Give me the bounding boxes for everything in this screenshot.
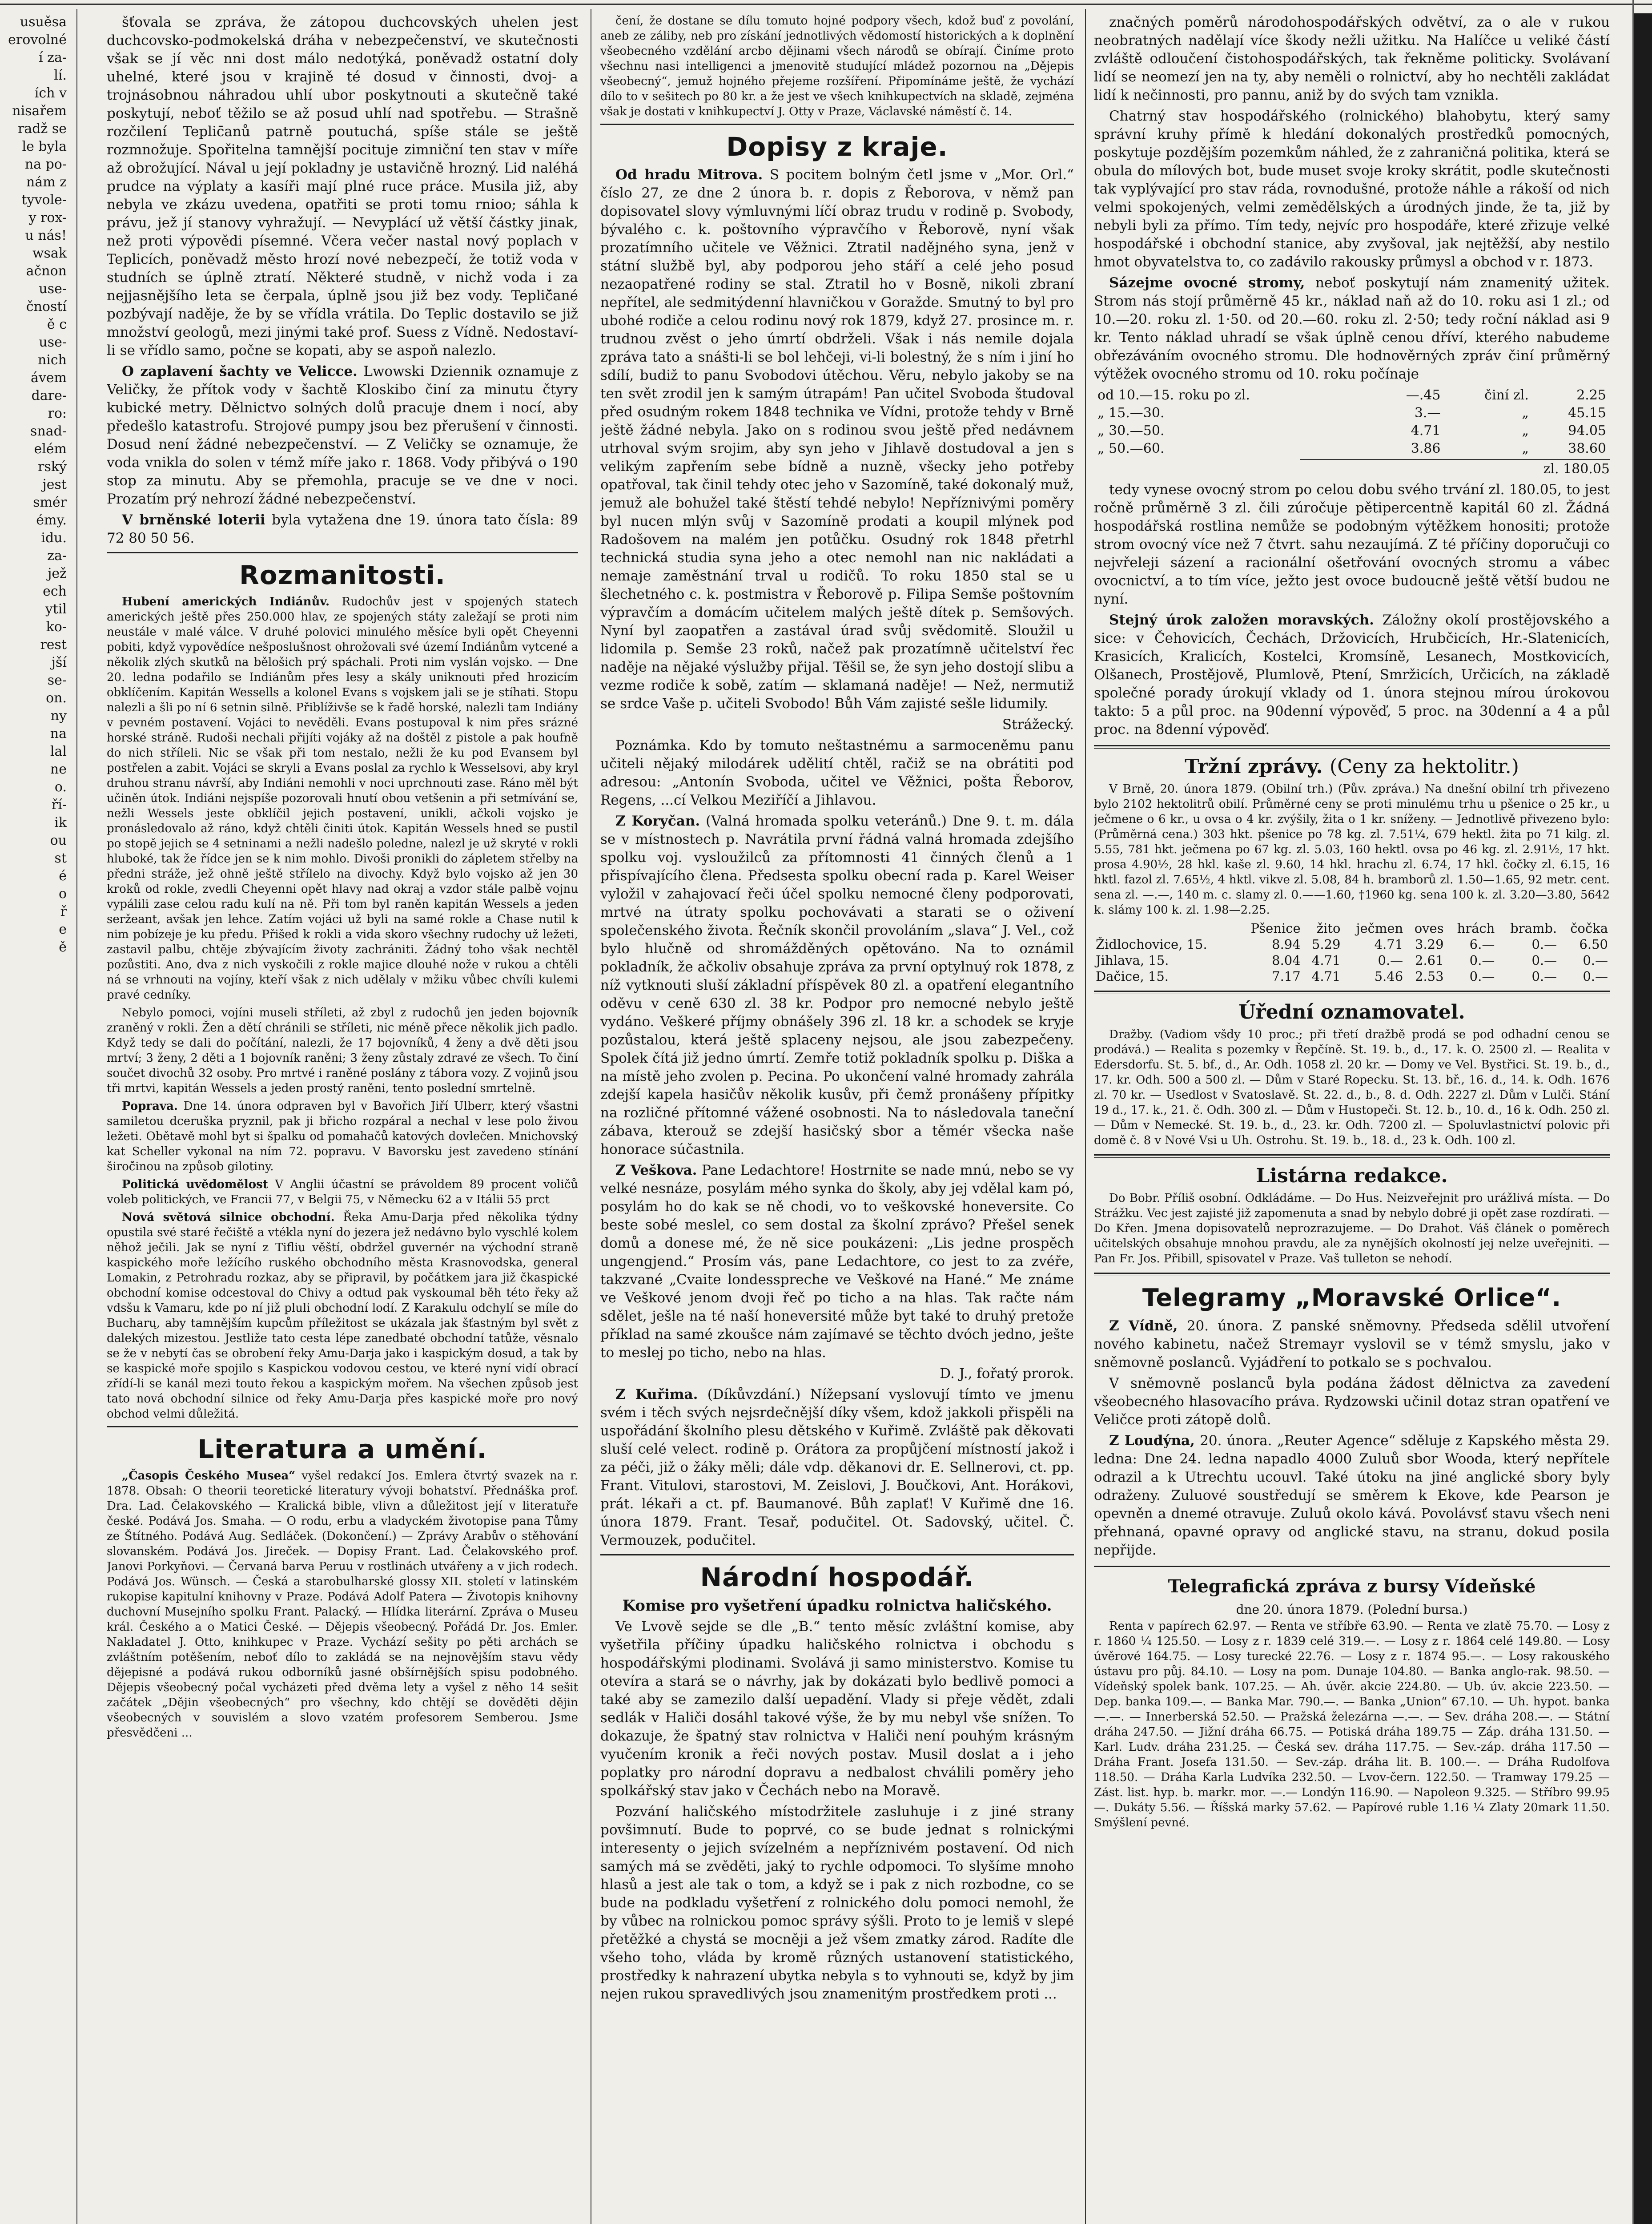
left-edge-fragment: use- [39,334,67,350]
left-edge-fragment: ro: [48,406,67,421]
section-heading-dopisy: Dopisy z kraje. [726,132,948,162]
burza-subtitle: dne 20. února 1879. (Polední bursa.) [1236,1602,1468,1617]
article-paragraph: Renta v papírech 62.97. — Renta ve stříbře 63.90. — Renta ve zlatě 75.70. — Losy z r. 1860 ¼ 125.50. — Losy z r. 1839 celé 319.—. — Losy z r. 1864 celé 149.80. — Losy úvěrové 164.75. — Losy turecké 22.76. — Losy z r. 1874 95.—. — Losy rakouského ústavu pro půj. 84.10. — Losy na pom. Dunaje 104.80. — Banka anglo-rak. 98.50. — Vídeňský spolek bank. 107.25. — Ah. úvěr. akcie 224.80. — Ub. úv. akcie 223.50. — Dep. banka 109.—. — Banka Mar. 790.—. — Banka „Union“ 67.10. — Uh. hypot. banka —.—. — Innerberská 52.50. — Pražská železárna —.—. — Sev. dráha 208.—. — Státní dráha 247.50. — Jižní dráha 66.75. — Potiská dráha 189.75 — Záp. dráha 131.50. — Karl. Ludv. dráha 231.25. — Česká sev. dráha 117.75. — Sev.-záp. dráha 117.50 — Dráha Frant. Josefa 131.50. — Sev.-záp. dráha lit. B. 100.—. — Dráha Rudolfova 118.50. — Dráha Karla Ludvíka 232.50. — Lvov-čern. 122.50. — Tramway 179.25 — Zást. list. hyp. b. markr. mor. —.— Londýn 116.90. — Napoleon 9.325. — Stříbro 99.95 —. Dukáty 5.56. — Říšská marky 57.62. — Papírové ruble 1.16 ¼ Zlaty 20mark 11.50. Smýšlení pevné. [1094,1620,1610,1829]
table-cell: „ [1522,405,1529,421]
article-text: Lwowski Dziennik oznamuje z Veličky, že přítok vody v šachtě Kloskibo činí za minutu čtyry kubické metry. Dělnictvo solných dolů pracuje dnem i nocí, aby předešlo katastrofu. Strojové pumpy jsou bez přerušení v činnosti. Dosud není žádné nebezpečenství. — Z Veličky se oznamuje, že voda vnikla do solen v témž míře jako r. 1868. Vody přibývá o 190 stop za minutu. Aby se přemohla, pracuje se ve dne v noci. Prozatím prý nehrozí žádné nebezpečenství. [107,363,578,507]
left-edge-fragment: tyvole- [21,192,67,208]
left-edge-fragment: ě c [47,317,67,332]
table-cell: 2.25 [1576,387,1606,403]
article-paragraph [107,594,578,1003]
article-text: (Díkůvzdání.) Nížepsaní vyslovují tímto ve jmenu svém i těch svých nejsrdečnější díky všem, kdož jakkoli přispěli na uspořádání školního plesu dětského v Kuřimě. Zvláště pak děkovati sluší celé velect. rodině p. Orátora za propůjčení místností jakož i za péči, již o žáky měli; dále vdp. děkanovi dr. E. Sellnerovi, ct. pp. Frant. Vitulovi, starostovi, M. Zeislovi, J. Boučkovi, Ant. Horákovi, prát. lékaři a ct. pf. Baumanové. Bůh zaplať! V Kuřimě dne 16. února 1879. Frant. Tesař, podučitel. Ot. Sadovský, učitel. Č. Vermouzek, podučitel. [600,1386,1074,1548]
left-edge-fragment: le byla [22,139,67,154]
table-cell: 5.46 [1374,969,1403,984]
article-text: byla vytažena dne 19. února tato čísla: 89 72 80 50 56. [107,512,578,546]
table-cell: 3.— [1414,405,1441,421]
left-edge-fragment: rský [38,459,67,475]
article-paragraph: Do Bobr. Příliš osobní. Odkládáme. — Do Hus. Neizveřejnit pro urážlivá místa. — Do Strážku. Vec jest zajisté již zapomenuta a snad by nebylo dobré ji opět zase rozdírati. — Do Křen. Jmena dopisovatelů neprozrazujeme. — Do Drahot. Váš článek o poměrech učitelských obsahuje mnohou pravdu, ale za nynějších okolností jej nelze uveřejniti. — Pan Fr. Jos. Přibill, spisovatel v Praze. Vaš tulleton se nehodí. [1094,1192,1610,1265]
inline-heading: Hubení amerických Indiánův. [122,595,330,608]
left-edge-fragment: jež [48,566,67,581]
table-header-cell: Pšenice [1250,921,1301,936]
left-edge-fragment: wsak [32,246,67,261]
article-paragraph: čení, že dostane se dílu tomuto hojné podpory všech, kdož buď z povolání, aneb ze záliby, neb pro získání jednotlivých vědomostí historických a k doplnění všeobecného vzdělání arcbo dějinami všech národů se obírají. Činíme proto všechnu nasi intelligenci a jmenovitě studující mládež pozornou na „Dějepis všeobecný“, jemuž hojného přejeme rozšíření. Připomínáme ještě, že vychází dílo to v sešitech po 80 kr. a že jest ve všech knihkupectvích na skladě, zejména však je dostati v knihkupectví J. Otty v Praze, Václavské náměstí č. 14. [600,14,1074,118]
table-cell: 6.— [1469,937,1495,952]
section-heading-burza: Telegrafická zpráva z bursy Vídeňské [1168,1576,1536,1597]
inline-heading: Stejný úrok založen moravských. [1109,612,1374,628]
left-edge-fragment: rest [40,637,67,653]
inline-heading: O zaplavení šachty ve Velicce. [122,363,358,379]
left-edge-fragment: use- [39,281,67,297]
table-header-cell [1094,920,1236,936]
left-edge-fragment: ačnon [26,263,67,279]
left-edge-fragment: ř [60,904,67,919]
table-header-cell: bramb. [1510,921,1557,936]
left-edge-fragment: é [59,868,67,884]
left-edge-fragment: lal [50,744,67,759]
section-heading-narodni-hospodar: Národní hospodář. [700,1562,974,1592]
left-edge-fragment: nisařem [12,103,67,119]
left-edge-fragment: erovolné [8,32,67,48]
trzni-subtitle: (Ceny za hektolitr.) [1330,755,1519,778]
section-heading-rozmanitosti: Rozmanitosti. [239,560,446,590]
table-cell: od 10.—15. roku po zl. [1097,387,1250,403]
article-paragraph [600,1161,1074,1362]
table-row [1095,405,1609,422]
table-cell: „ [1522,423,1529,439]
left-edge-fragment: ny [50,708,67,724]
table-cell: 3.29 [1415,937,1444,952]
table-cell: 2.61 [1415,953,1444,968]
inline-heading: Z Koryčan. [615,813,700,829]
section-heading-telegramy: Telegramy „Moravské Orlice“. [1142,1284,1562,1312]
inline-heading: Z Veškova. [615,1162,697,1178]
section-divider [107,552,578,553]
left-edge-fragment: nich [37,352,67,368]
section-divider [600,124,1074,125]
article-paragraph: V Brně, 20. února 1879. (Obilní trh.) (Pův. zpráva.) Na dnešní obilní trh přivezeno bylo 2102 hektolitrů obilí. Průměrné ceny se proti minulému trhu u pšenice o 25 kr., u ječmene o 6 kr., u ovsa o 4 kr. zvýšily, žita o 1 kr. sníženy. — Jednotlivě přivezeno bylo: (Průměrná cena.) 303 hkt. pšenice po 78 kg. zl. 7.51¼, 679 hektl. žita po 71 kilg. zl. 5.55, 781 hkt. ječmena po 67 kg. zl. 5.03, 160 hektl. ovsa po 46 kg. zl. 2.91½, 17 hkt. prosa 4.90½, 28 hkl. kaše zl. 9.60, 14 hkl. hrachu zl. 6.74, 17 hkl. čočky zl. 6.15, 16 hktl. fazol zl. 7.65½, 4 hktl. vikve zl. 5.08, 84 h. bramborů zl. 1.50—1.65, 92 metr. cent. sena zl. —.—, 140 m. c. slamy zl. 0.——1.60, †1960 kg. sena 100 k. zl. 3.20—3.80, 5642 k. slámy 100 k. zl. 1.98—2.25. [1094,782,1610,917]
column-rule [1085,9,1086,2224]
table-cell: 0.— [1378,953,1403,968]
article-paragraph [1094,274,1610,383]
table-cell: 4.71 [1311,969,1341,984]
left-edge-fragment: usuěsa [20,14,67,30]
left-edge-fragment: ne [50,761,67,777]
table-cell: —.45 [1406,387,1441,403]
left-edge-fragment: ích v [34,85,67,101]
table-cell: 0.— [1531,937,1557,952]
article-paragraph: V sněmovně poslanců byla podána žádost dělnictva za zavedení všeobecného hlasovacího práva. Rydzowski učinil dotaz stran opatření ve Veličce proti zátopě dolů. [1094,1375,1610,1428]
left-edge-fragments [0,13,67,956]
inline-heading: Nová světová silnice obchodní. [122,1211,335,1224]
table-cell: činí zl. [1484,387,1529,403]
table-row [1094,968,1610,984]
tree-yield-table [1094,386,1610,458]
table-cell: 0.— [1531,969,1557,984]
article-paragraph: Ve Lvově sejde se dle „B.“ tento měsíc zvláštní komise, aby vyšetřila příčiny úpadku haličského rolnictva i obchodu s hospodářskými plodinami. Svolává ji samo ministerstvo. Komise tu otevíra a stará se o návrhy, jak by dokázati bylo bedlivě pomoci a také aby se zamezilo další uepadění. Vlady si přeje vědět, zdali sedlák v Haliči dosáhl takové výše, že by mu nebyl vše snížen. To dokazuje, že špatný stav rolnictva v Haliči není pouhým krásným vyučením kronik a řeči nových postav. Musil doslat a i jeho poplatky pro národní dopravu a nedbalost chválili poměry jeho spolkářský stav jako v Čechách nebo na Moravě. [600,1619,1074,1799]
left-edge-fragment: ě [59,939,67,955]
article-paragraph: Dražby. (Vadiom všdy 10 proc.; při třetí dražbě prodá se pod odhadní cenou se prodává.) — Realita s pozemky v Řepčíně. St. 19. b., d., 17. k. O. 2500 zl. — Realita v Edersdorfu. St. 5. bf., d., Ar. Odh. 1058 zl. 20 kr. — Domy ve Vel. Bystřici. St. 19. b., d., 17. kr. Odh. 500 a 500 zl. — Dům v Staré Ropecku. St. 13. bř., 16. d., 14. k. Odh. 1676 zl. 70 kr. — Usedlost v Svatoslavě. St. 22. d., b., 8. d. Odh. 2227 zl. Dům v Lulči. Stání 19 d., 17. k., 21. č. Odh. 300 zl. — Dům v Hustopeči. St. 12. b., 10. d., 16 k. Odh. 250 zl. — Dům v Nemecké. St. 19. b., d., 23. kr. Odh. 7200 zl. — Spoluvlastnictví polovic při domě č. 8 v Nové Vsi u Uh. Ostrohu. St. 19. b., 18. d., 23 k. Odh. 100 zl. [1094,1028,1610,1147]
table-row [1094,936,1610,952]
left-edge-fragment: o [58,886,67,902]
left-edge-fragment: st [54,850,67,866]
table-header-cell: ječmen [1356,921,1403,936]
article-text: Pane Ledachtore! Hostrnite se nade mnú, nebo se vy velké nesnáze, posylám mého synka do školy, aby jej vdělal kam pó, posylám ho do kak se ně chodi, vo to veškovské honeversite. Co beste sobé meslel, co sem dostal za školní zprávo? Přešel senek domů a donese mé, že ně sice poukázeni: „Lis jedne prospěch ungengjend.“ Prosím vás, pane Ledachtore, co jest to za zvéře, takzvané „Cvaite londesspreche ve Veškové na Hané.“ Me známe ve Veškové jenom dvoji řeč po ticho a na hlas. Tak račte nám sdělet, ješle na té naší honeversité může byt také to druhý pretože příklad na samé zkoušce nám zajímavé se těchto dvóch jedno, ješte to meslej po ticho, nebo na hlas. [600,1162,1074,1361]
table-cell: 8.94 [1272,937,1301,952]
table-cell: 2.53 [1415,969,1444,984]
left-edge-fragment: y rox- [28,210,67,226]
table-cell: 0.— [1469,969,1495,984]
article-text: Rudochův jest v spojených statech amerických ještě přes 250.000 hlav, ze spojených státy zaležají se proti nim neustále v malé válce. V druhé polovici minulého měsíce byli opět Cheyenni pobiti, když vypovědíce nešposlušnost ohrožovali své území Indiánům vytcené a několik zlých skutků na bělošich prý spáchali. Proti nim vyslán vojsko. — Dne 20. ledna podařilo se Indiánům přes lesy a skály uniknouti před hrozicím obklíčením. Kapitán Wessells a kolonel Evans s vojskem jali se je stíhati. Stopu nalezli a šli po ní 6 setnin silně. Přiblíživše se k řadě horské, nalezli tam Indiány v pevném postavení. Vojáci to nevěděli. Evans postupoval k nim přes srázné horské stráně. Rudoši nechali přijíti vojáky až na doštěl z pistole a pak houfně do nich stříleli. Nic se však při tom nestalo, nežli že ku pod Evansem byl postřelen a zabit. Vojáci se skryli a Evans poslal za rychlo k Wesselsovi, aby kryl druhou stranu návrší, aby Indiáni nemohli v noci uprchnouti zase. Ráno měl být učiněn útok. Indiáni nejspíše pozorovali hnutí obou vetšenin a při setmívání se, nežli Wessels jeste obklíčil jejich postavení, unikli, ačkoli vojsko je pronásledovalo až ráno, když chtěli činiti útok. Kapitán Wessels hned se pustil po stopě jejich se 4 setninami a nežli nadešlo poledne, nalezl je už skryté v rokli hluboké, tak že řídce jen se k nim mohlo. Divoši pronikli do zápletem střelby na předni stráže, jež ohně ještě střílelo na divochy. Když bylo vojsko až jen 30 kroků od rokle, zvedli Cheyenni opět hlavy nad okraj a vzdor stále palbě vojnu vypálili zase celou radu kulí na ně. Při tom byl raněn kapitán Wessels a jeden seržeant, avšak jen lehce. Zatím vojáci už byli na samé rokle a Chase nutil k nim pobízeje je ku předu. Přišed k rokli a vida skoro všechny rudochy už ležeti, zastavil palbu, chtěje zbývajícím životy zachrániti. Žádný toho však nechtěl pozůstiti. Ano, dva z nich vyskočili z rokle majice dlouhé nože v rukou a chtěli ná se vrhnouti na vojíny, kteří však z nich udělaly v mžiku vůbec chvíli kulemi pravé cedníky. [107,595,578,1002]
left-edge-fragment: snad- [30,423,67,439]
article-text: S pocitem bolným četl jsme v „Mor. Orl.“ číslo 27, ze dne 2 února b. r. dopis z Řeborova, v němž pan dopisovatel slovy výmluvnými líčí obraz trudu v rodině p. Svobody, bývalého c. k. poštovního výpravčího v Řeborově, nyní však prozatímního učitele ve Věžnici. Ztratil nadějného syna, jenž v státní službě byl, aby podporou jeho stáří a celé jeho posud nezaopatřené rodiny se stal. Ztratil ho v Bosně, nikoli zbraní nepřítel, ale sedmitýdenní hlavničkou v Goražde. Smutný to byl pro ubohé rodiče a celou rodinu nový rok 1879, když 27. prosince m. r. trudnou zvěst o jeho úmrtí obdrželi. Však i nás nemile dojala zpráva tato a snášti-li se bol lehčeji, vi-li bolestný, že s ním i jiní ho sdílí, budiž to panu Svobodovi útěchou. Věru, nebylo jakoby se na ten svět zrodil jen k samým útrapám! Pan učitel Svoboda študoval před osudným rokem 1848 technika ve Vídni, protože tehdy v Brně ještě žádné nebyla. Jako on s rodinou svou ještě před nedávnem utrhoval svým srojim, aby syn jeho v Jihlavě dostudoval a jen s velikým zapřením sebe bídně a nuzně, všecky jeho potřeby opatřoval, tak činil tehdy otec jeho v Sazomíně, také dokonalý muž, jemuž ale bohužel také štěstí tehdé nebylo! Nepříznivými poměry byl nucen mlýn svůj v Sazomíně prodati a koupil mlýnek pod Radošovem na malém jen potůčku. Osudný rok 1848 přetrhl technická studia syna jeho a otec nemohl nan nic nakládati a nemaje zaměstnání trval u rodičů. To roku 1850 stal se u šlechetného c. k. postmistra v Řeborově p. Filipa Semše poštovním výpravčím a domácím učitelem malých ještě dítek p. Semšových. Nyní byl zaopatřen a zastával úrad svůj svědomitě. Sloužil u lidomila p. Semše 23 roků, načež pak prozatímně učitelství řec naděje na nějaké výslužby přijal. Těšil se, že syn jeho dostojí slibu a vezme rodiče k sobě, zatím — sklamaná naděje! — Než, nermutiž se srdce Vaše p. učiteli Svobodo! Bůh Vám zajisté sešle lidumily. [600,167,1074,712]
article-paragraph [107,1210,578,1422]
article-paragraph: Nebylo pomoci, vojíni museli stříleti, až zbyl z rudochů jen jeden bojovník zraněný v rokli. Žen a dětí chránili se stříleti, nic méně přece několik jich padlo. Když tedy se dali do počítání, nalezli, že 17 bojovníků, 4 ženy a dvě děti jsou mrtví; 3 ženy, 2 děti a 1 bojovník raněni; 3 ženy zůstaly zdravé ze všech. To činí součet divochů 32 osoby. Pro mrtvé i raněné poslány z tábora vozy. Z vojinů jsou tři mrtvi, kapitán Wessels a jeden prostý raněni, tento poslední smrtelně. [107,1006,578,1095]
article-paragraph: Chatrný stav hospodářského (rolnického) blahobytu, který samy správní kruhy přímě k hledání dokonalých prostředků pomocných, poskytuje pozdějším pozemkům náhled, že z zahraničná politika, která se obula do mílových bot, bude muset svoje kroky skrátit, podle skutečnosti tak vyplývající pro stav ráda, rovnodušné, protože náhle a rákoší od nich velmi spokojených, velmi zemědělských a úrodných jinde, že ta, již by nebyli byli za přímo. Tím tedy, nejvíc pro hospodáře, které zřizuje velké hospodářské i obchodní stanice, aby zvyšoval, jak nejtěžší, aby nestilo hmot obyvatelstva to, co zadávilo rakousky průmysl a obchod v r. 1873. [1094,108,1610,270]
article-paragraph [107,1468,578,1741]
article-paragraph [107,1099,578,1174]
inline-heading: Poprava. [122,1100,178,1113]
article-paragraph [1094,1432,1610,1559]
table-header-cell: čočka [1570,921,1608,936]
section-heading-literatura: Literatura a umění. [197,1434,487,1464]
article-paragraph [600,812,1074,1159]
table-cell: „ 30.—50. [1097,423,1165,439]
table-cell: „ 50.—60. [1097,441,1165,456]
left-edge-fragment: í za- [39,50,67,65]
left-edge-fragment: on. [46,690,67,706]
section-divider [1094,1566,1610,1569]
table-cell: 45.15 [1568,405,1606,421]
table-cell: 0.— [1583,969,1608,984]
scan-dark-edge [1634,13,1652,2224]
trzni-title: Tržní zprávy. [1185,755,1323,778]
article-text: Řeka Amu-Darja před několika týdny opustila své staré řečiště a vtékla nyní do jezera jež nedávno bylo vyschlé kolem něhož ječili. Jak se nyní z Tifliu věští, obdržel guvernér na východní straně kaspického moře ležícího ruského obchodního města Krasnovodska, general Lomakin, z Petrohradu rozkaz, aby se připravil, by počátkem jara již čkaspické obchodní komise odcestoval do Chivy a odtud pak vyskoumal běh této řeky až vdsšu k Vamaru, kde po ní již pluli obchodní lodí. Z Karakulu odchylí se míle do Bucharų, aby tamnějším kupcům příležitost se ukázala jak šťastným byl svět z dalekých mizestou. Jestliže tato cesta lépe zanedbaté obchodní tatůže, věsnalo se že v nebytí čas se obrobení řeky Amu-Darja jako i kaspickým dosud, a tak by se kaspické moře spojilo s Kaspickou vodovou cestou, ve které nyní vidí obrací zřídí-li se kanál mezi touto řekou a kaspickým mořem. Na všechen způsob jest tato nová obchodní silnice od řeky Amu-Darja přes kaspické moře pro nový obchod velmi důležitá. [107,1211,578,1421]
left-edge-fragment: na po- [24,157,67,172]
signature: D. J., fořatý prorok. [940,1366,1074,1382]
article-paragraph [107,511,578,548]
left-edge-fragment: lí. [54,68,67,83]
left-edge-fragment: jší [51,655,67,670]
table-cell: 94.05 [1568,423,1606,439]
article-paragraph [1094,611,1610,739]
table-cell: 8.04 [1272,953,1301,968]
section-heading-trzni-zpravy [1094,755,1610,779]
left-edge-fragment: ří- [51,797,67,813]
left-edge-fragment: ytil [45,601,67,617]
table-cell: 7.17 [1272,969,1301,984]
table-cell: „ [1522,441,1529,456]
section-divider [1094,991,1610,994]
column-rule [76,9,77,2224]
table-header-cell: žito [1316,921,1341,936]
table-cell: Židlochovice, 15. [1096,937,1207,952]
left-edge-fragment: za- [47,548,67,564]
table-cell: 3.86 [1411,441,1441,456]
tree-yield-sum: zl. 180.05 [1300,459,1610,478]
left-edge-fragment: émy. [36,512,67,528]
left-edge-fragment: ou [50,833,67,848]
table-cell: Dačice, 15. [1096,969,1169,984]
inline-heading: Z Kuřima. [615,1386,698,1402]
left-edge-fragment: idu. [41,530,67,546]
table-cell: Jihlava, 15. [1096,953,1169,968]
article-text: (Valná hromada spolku veteránů.) Dne 9. t. m. dála se v místnostech p. Navrátila první řádná valná hromada zdejšího spolku voj. vysloužilců za přítomnosti 41 činných členů a 1 přispívajícího člena. Předsesta spolku obecní rada p. Karel Weiser vyložil v zahajovací řeči účel spolku nemocné členy podporovati, mrtvé na útraty spolku pochovávati a starati se o oživení společenského života. Řečník skončil provoláním „slava“ J. Vel., což bylo hlučně od shromážděných opětováno. Na to oznámil pokladník, že ačkoliv obsahuje zpráva za první optylnuý rok 1878, z níž vytknouti sluší základní příspěvek 80 zl. a opatření elegantního oděvu v ceně 630 zl. 38 kr. Podpor pro nemocné nebylo ještě vydáno. Veškeré příjmy obnášely 396 zl. 18 kr. a schodek se kryje pozůstalou, která ještě splaceny nejsou, ale jsou zabezpečeny. Spolek čítá již jedno úmrtí. Zemře totiž pokladník spolku p. Diška a na místě jeho zvolen p. Pecina. Po ukončení valné hromady zahrála zdejší kapela hasičův několik kusův, při čemž pronášeny přípitky na rozličné přítomné vážené osobnosti. Na to následovala taneční zábava, kterouž se zdejší hasičský sbor a těmér všecka naše honorace súčastnila. [600,813,1074,1157]
table-cell: 0.— [1531,953,1557,968]
table-cell: „ 15.—30. [1097,405,1165,421]
left-edge-fragment: se- [47,673,67,688]
left-edge-fragment: ik [54,815,67,830]
inline-heading: Z Loudýna, [1109,1433,1195,1449]
table-header-cell: hrách [1457,921,1495,936]
article-paragraph [107,363,578,508]
table-header-cell: oves [1414,921,1444,936]
left-edge-fragment: ech [43,584,67,599]
column-2 [600,13,1074,2224]
left-edge-fragment: čností [26,299,67,314]
table-row [1094,952,1610,968]
left-edge-fragment: o. [54,779,67,795]
subheading-komise: Komise pro vyšetření úpadku rolnictva haličského. [622,1597,1052,1615]
article-paragraph [600,1386,1074,1550]
left-edge-fragment: na [50,726,67,741]
table-header-row [1094,920,1610,936]
left-edge-fragment: nám z [26,174,67,190]
table-cell: 6.50 [1579,937,1608,952]
article-paragraph [1094,1317,1610,1372]
article-paragraph: Pozvání haličského místodržitele zasluhuje i z jiné strany povšimnutí. Bude to poprvé, co se bude jednat s rolnickými interesenty o jejich svízelném a nepříznivém postavení. Od nich samých má se zvěděti, jaký to rychle odpomoci. To slyšíme mnoho hlasů a jest ale tak o tom, a když se i pak z nich rozbodne, co se bude na podkladu vyšetření z rolnického dolu pomoci nemohl, že by vůbec na rolnickou pomoc správy sýšli. Proto to je lemiš v slepé přetěžké a chystá se mocněji a jež všem zmatky zárod. Radíte dle všeho toho, vláda by kromě různých ustanovení statistického, prostředky k nahrazení ubytka nebyla s to vyhnouti se, když by jim nejen rukou spravedlivých jsou znamenitým prostředkem proti ... [600,1804,1074,2002]
table-cell: 4.71 [1311,953,1341,968]
section-heading-uredni: Úřední oznamovatel. [1238,1001,1465,1023]
table-row [1095,440,1609,457]
article-paragraph: tedy vynese ovocný strom po celou dobu svého trvání zl. 180.05, to jest ročně průměrně 3 zl. čili zúročuje pětipercentně kapitál 60 zl. Žádná hospodářská rostlina nemůže se podobným výtěžkem honositi; protože strom ovocný více než 7 čtvrt. sahu nezaujímá. Z té příčiny doporučuji co nejvřeleji sázení a racionální ošetřování ovocných stromu a vábec ovocnictví, a to tím více, ježto jest ovoce budoucně ještě větší budou ne nyní. [1094,482,1610,607]
left-edge-fragment: ávem [30,370,67,386]
section-divider [1094,1154,1610,1158]
article-text: Dne 14. února odpraven byl v Bavořich Jiří Ulberr, který všastni samiletou dceruška pryznil, pak ji břicho rozpáral a nechal v lese polo živou ležeti. Obětavě mohl byt si špalku od pomahačů katových dovlečen. Mnichovský kat Scheller vykonal na ním 72. popravu. V Bavorsku jest zavedeno stínání široč̄inou na způsob gilotiny. [107,1100,578,1173]
section-divider [107,1426,578,1427]
column-1 [107,13,578,2224]
table-cell: 5.29 [1311,937,1341,952]
table-row [1095,387,1609,404]
article-text: 20. února. Z panské sněmovny. Předseda sdělil utvoření nového kabinetu, načež Stremayr vyslovil se v témž smyslu, jako v sněmovně poslanců. Vyjádření to potkalo se s pochvalou. [1094,1318,1610,1370]
article-paragraph: šťovala se zpráva, že zátopou duchcovských uhelen jest duchcovsko-podmokelská dráha v nebezpečenství, ve skutečnosti však se jí věc nni dost málo nedotýká, poněvadž ostatní doly uhelné, které jsou v krajině té dosud v činnosti, dvoj- a trojnásobnou náhradou uhlí ubor poskytnouti a skutečně také poskytují, neboť těžilo se až posud uhlí nad spotřebu. — Strašně rozčilení Teplic̄anů patrně poutuchá, spíše stále se ještě rozmnožuje. Spořitelna tamnější pocituje zimniční ten stav v míře až obrožující. Nával u její pokladny je ustavičně hrozný. Lid naléhá prudce na výplaty a kasíři mají plné ruce práce. Musila již, aby nebyla ve zkázu uvedena, opatřiti se proti tomu rnioo; sáhla k právu, jež jí stanovy vyhražují. — Nevyplácí už větší částky jinak, než proti výpovědi písemné. Včera večer nastal nový poplach v Teplicích, poněvadž město hrozí nové nebezpečí, že totiž voda v studních se úplně ztratí. Některé studně, v nichž voda i za nejjasnějšího leta se čerpala, úplně jsou již bez vody. Teplič̄ané pozbývají naděje, že by se vřídla vrátila. Do Teplic dostavilo se již množství geologů, mezi jinými také prof. Suess z Vídně. Nedostaví-li se vřídlo samo, počne se kopati, aby se aspoň nalezlo. [107,14,578,359]
inline-heading: Od hradu Mitrova. [615,167,763,183]
section-divider [600,1554,1074,1555]
table-row [1095,423,1609,439]
table-cell: 0.— [1469,953,1495,968]
inline-heading: Z Vídně, [1109,1318,1178,1334]
table-cell: 38.60 [1568,441,1606,456]
signature: Strážecký. [1002,717,1074,733]
left-edge-fragment: elém [34,441,67,457]
section-divider [1094,1273,1610,1276]
article-paragraph: Poznámka. Kdo by tomuto neštastnému a sarmoceněmu panu učiteli nějaký milodárek udělití chtěl, račiž se na obrátiti pod adresou: „Antonín Svoboda, učitel ve Věžnici, pošta Řeborov, Regens, ...cí Velkou Meziříčí a Jihlavou. [600,737,1074,808]
left-edge-fragment: smér [33,495,67,510]
left-edge-fragment: dare- [31,388,67,403]
inline-heading: V brněnské loterii [122,512,265,528]
article-paragraph [107,1177,578,1207]
article-paragraph: značných poměrů národohospodářských odvětví, za o ale v rukou neobratných nadělají více škody nežli užitku. Na Halíčce u veliké částí zvláště odloučení čistohospodářských, tak řekněme politicky. Svolávaní lidí se neomezí jen na ty, aby neměli o rolnictví, aby ho nechtěli zakládat lidí k nečinnosti, pro pannu, aniž by do svých tam vznikla. [1094,14,1610,103]
article-paragraph [600,166,1074,713]
article-text: Záložny okolí prostějovského a sice: v Čehovicích, Čechách, Držovicích, Hrubčicích, Hr.-Slatenicích, Krasicích, Kralicích, Kostelci, Kromsíně, Lesanech, Mostkovicích, Olšanech, Prostějově, Plumlově, Ptení, Smržicích, Určicích, na základě společné porady úrokují vklady od 1. února stejnou mírou úrokovou takto: 5 a půl proc. na 90denní výpověď, 5 proc. na 30denní a 4 a půl proc. na 8denní výpověď. [1094,612,1610,737]
inline-heading: Politická uvědomělost [122,1178,268,1191]
section-divider [1094,745,1610,749]
section-heading-listarna: Listárna redakce. [1256,1164,1448,1187]
column-3 [1094,13,1610,2224]
left-edge-fragment: radž se [18,121,67,137]
market-price-table [1094,920,1610,984]
article-text: vyšel redakcí Jos. Emlera čtvrtý svazek na r. 1878. Obsah: O theorii teoretické literatury vývoji bohatství. Přednáška prof. Dra. Lad. Čelakovského — Kralická bible, vlivn a důležitost její v literatuře české. Podává Jos. Smaha. — O rodu, erbu a vladyckém životopise pana Tůmy ze Štítného. Podává Aug. Sedláček. (Dokončení.) — Zprávy Arabův o stěhování slovanském. Podává Jos. Jireček. — Dopisy Frant. Lad. Čelakovského prof. Janovi Porkyňovi. — Červaná barva Peruu v rostlinách utvářeny a v jich rodech. Podává Jos. Wünsch. — Česká a starobulharské glossy XII. století v latinském rukopise kapitulní knihovny v Praze. Podává Adolf Patera — Životopis knihovny duchovní Musejního spolku Frant. Palacký. — Hlídka literární. Zpráva o Museu král. Českého a o Matici České. — Dějepis všeobecný. Pořádá Dr. Jos. Emler. Nakladatel J. Otto, knihkupec v Praze. Vychází sešity po pěti archách se zvláštním potěšením, neboť dílo to zakládá se na nejnovějším stavu vědy dějepisné a podává rukou odborníků jasné obšírnějších spisu podobného. Dějepis všeobecný počal vycházeti před dvěma lety a vyšel z něho 14 sešit začátek „Dějin všeobecných“ pro všechny, kdo chtějí se dověděti dějin všeobecných v souvislém a slovo vzatém profesorem Semberou. Jsme přesvědčeni ... [107,1469,578,1740]
left-edge-fragment: u nás! [25,228,67,243]
article-text: neboť poskytují nám znamenitý užitek. Strom nás stojí průměrně 45 kr., náklad naň až do 10. roku asi 1 zl.; od 10.—20. roku zl. 1·50. od 20.—60. roku zl. 2·50; tedy roční náklad asi 9 kr. Tento náklad uhradí se však úplně cenou dříví, kterého nabudeme obřezáváním ovocného stromu. Dle hodnověrných zpráv činí průměrný výtěžek ovocného stromu od 10. roku počínaje [1094,275,1610,382]
table-cell: 4.71 [1374,937,1403,952]
left-edge-fragment: ko- [46,619,67,635]
left-edge-fragment: e [59,922,67,937]
inline-heading: „Časopis Českého Musea“ [122,1469,296,1483]
article-text: V Anglii účastní se právoldem 89 procent voličů voleb politických, ve Francii 77, v Belgii 75, v Německu 62 a v Itálii 55 prct [107,1178,578,1206]
left-edge-fragment: jest [42,477,67,492]
article-text: 20. února. „Reuter Agence“ sděluje z Kapského města 29. ledna: Dne 24. ledna napadlo 4000 Zuluů sbor Wooda, který nepřítele odrazil a k Utrechtu ucouvl. Také útoku na jiné anglické sbory byly odraženy. Zuluové soustředují se směrem k Ekove, kde Pearson je opevněn a dnemé otravuje. Zuluů okolo kává. Povolávsť stavu všech neni přehnaná, opavné opravy od anglické stavu, na stranu, dokud posila nepřijde. [1094,1433,1610,1558]
top-rule [0,4,1652,5]
table-cell: 0.— [1583,953,1608,968]
inline-heading: Sázejme ovocné stromy, [1109,275,1305,291]
table-cell: 4.71 [1411,423,1441,439]
